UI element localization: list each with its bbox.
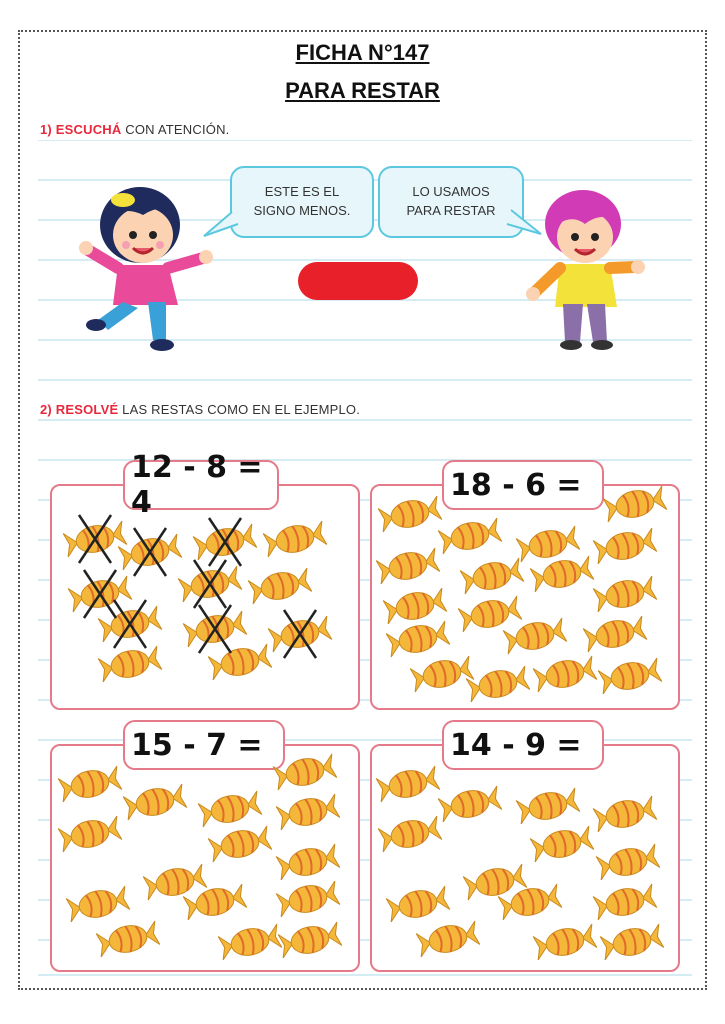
candy-icon	[248, 567, 312, 605]
instruction-1-number: 1) ESCUCHÁ	[40, 122, 122, 137]
instruction-1-text: CON ATENCIÓN.	[121, 122, 230, 137]
candy-icon	[593, 883, 657, 921]
candy-icon	[516, 787, 580, 825]
candy-icon	[460, 557, 524, 595]
candy-icon	[598, 657, 662, 695]
candy-icon	[410, 655, 474, 693]
candy-icon	[386, 885, 450, 923]
candy-icon	[503, 617, 567, 655]
candy-icon	[603, 485, 667, 523]
candy-icon	[273, 753, 337, 791]
candy-icon	[530, 555, 594, 593]
candy-icon	[438, 785, 502, 823]
candy-icon	[593, 575, 657, 613]
candy-icon	[276, 793, 340, 831]
candy-icon	[378, 495, 442, 533]
candy-icon	[183, 883, 247, 921]
candy-icon	[263, 520, 327, 558]
candy-icon	[123, 783, 187, 821]
exercise-3-label: 15 - 7 =	[123, 720, 285, 770]
exercise-1-label: 12 - 8 = 4	[123, 460, 279, 510]
candy-icon	[276, 843, 340, 881]
candy-icon	[208, 643, 272, 681]
instruction-2-text: LAS RESTAS COMO EN EL EJEMPLO.	[118, 402, 361, 417]
candy-icon	[416, 920, 480, 958]
candy-icon	[58, 815, 122, 853]
candy-icon	[438, 517, 502, 555]
worksheet-title: PARA RESTAR	[285, 78, 440, 103]
candy-icon	[593, 527, 657, 565]
exercise-4-label: 14 - 9 =	[442, 720, 604, 770]
candy-icon	[96, 920, 160, 958]
candy-icon	[378, 815, 442, 853]
candy-icon	[66, 885, 130, 923]
candy-icon	[516, 525, 580, 563]
candy-icon	[58, 765, 122, 803]
candy-icon	[533, 655, 597, 693]
candy-icon	[198, 790, 262, 828]
candy-icon	[466, 665, 530, 703]
candy-icon	[98, 645, 162, 683]
candy-icon	[376, 765, 440, 803]
exercise-2-label: 18 - 6 =	[442, 460, 604, 510]
candy-icon	[143, 863, 207, 901]
candy-icon	[383, 587, 447, 625]
candy-icon	[596, 843, 660, 881]
bubble-right-line-2: PARA RESTAR	[406, 203, 496, 218]
candy-icon	[583, 615, 647, 653]
candy-icon	[530, 825, 594, 863]
candy-icon	[593, 795, 657, 833]
candy-icon	[208, 825, 272, 863]
worksheet-number: FICHA N°147	[295, 40, 430, 65]
candy-icon	[458, 595, 522, 633]
candy-icon	[218, 923, 282, 961]
candy-icon	[276, 880, 340, 918]
candy-icon	[533, 923, 597, 961]
candy-icon	[600, 923, 664, 961]
bubble-right-line-1: LO USAMOS	[412, 184, 490, 200]
bubble-left-line-1: ESTE ES EL	[264, 184, 340, 200]
bubble-left-line-2: SIGNO MENOS.	[253, 203, 351, 218]
candy-icon	[278, 921, 342, 959]
instruction-2-number: 2) RESOLVÉ	[40, 402, 119, 417]
candy-icon	[376, 547, 440, 585]
candy-icon	[386, 620, 450, 658]
